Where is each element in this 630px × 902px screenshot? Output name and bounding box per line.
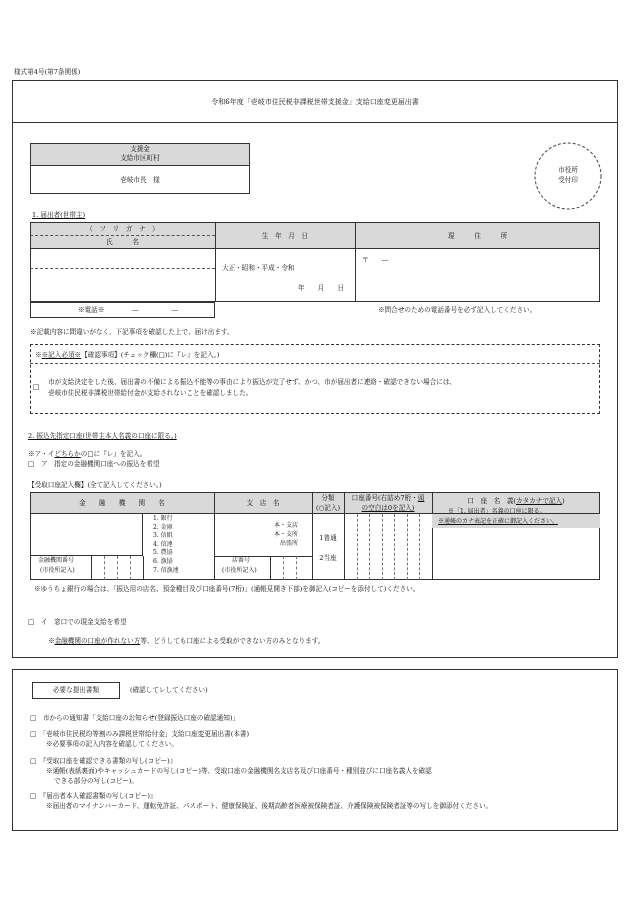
doc-item-2-note: ※必要事項の記入内容を確認してください。 — [46, 740, 178, 748]
option-i-checkbox[interactable]: □ イ 窓口での現金支給を希望 — [28, 618, 127, 626]
account-type-current[interactable]: 2当座 — [319, 554, 337, 562]
doc-item-2[interactable]: □ 「壱岐市住民税均等割のみ課税世帯給付金」支給口座変更届出書(本書) — [30, 730, 250, 738]
doc-item-4-note: ※届出者のマイナンバーカード、運転免許証、パスポート、健康保険証、後期高齢者医療被保険者証、介護保険被保険者証等の写しを御添付ください。 — [46, 802, 493, 810]
postal-code: 〒 ― — [362, 256, 389, 264]
bank-code-label: 金融機関番号 — [38, 557, 75, 564]
doc-item-1[interactable]: □ 市からの通知書「支給口座のお知らせ(登録振込口座の確認通知)」 — [30, 714, 239, 722]
holder-header: 口 座 名 義(カタカナで記入) — [467, 497, 565, 505]
form-title: 令和6年度「壱岐市住民税非課税世帯支援金」支給口座変更届出書 — [211, 98, 419, 106]
confirmation-header: ※※記入必須※【確認事項】(チェック欄(□)に『レ』を記入。) — [35, 351, 220, 359]
bank-type-list: 1. 銀行 2. 金庫 3. 信組 4. 信連 5. 農協 6. 漁協 7. 信漁連 — [153, 515, 179, 574]
confirm-note: ※記載内容に間違いがなく、下記事項を確認した上で、届け出ます。 — [30, 328, 234, 336]
branch-header: 支 店 名 — [246, 499, 280, 507]
address-label: 現 住 所 — [447, 232, 508, 240]
stamp-line1: 市役所 — [558, 166, 578, 174]
doc-item-3[interactable]: □ 『受取口座を確認できる書類の写し(コピー)』 — [30, 757, 177, 765]
bank-header: 金 融 機 関 名 — [79, 499, 165, 507]
phone-note: ※問合せのための電話番号を必ず記入してください。 — [378, 306, 537, 314]
birthdate-label: 生 年 月 日 — [261, 232, 309, 240]
branch-type-list: 本・支店 本・支所 出張所 — [274, 522, 299, 547]
confirmation-text-1: 市が支給決定をした後、届出書の不備による振込不能等の事由により振込が完了せず、かつ、市が届出者に連絡・確認できない場合には、 — [48, 378, 457, 386]
holder-note-1: ※「1. 届出者」名義の口座に限る。 — [448, 508, 546, 515]
confirmation-text-2: 壱岐市住民税非課税世帯給付金が支給されないことを確認しました。 — [48, 389, 253, 397]
doc-item-3-note: ※通帳(表紙裏面)やキャッシュカードの写し(コピー)等、受取口座の金融機関名支店名及び口座番号・種別並びに口座名義人を確認 — [46, 767, 432, 775]
section1-title: 1. 届出者(世帯主) — [32, 211, 86, 219]
account-number-header: 口座番号(右詰め7桁・頭 — [351, 494, 425, 502]
phone-dashes: ― ― — [132, 306, 179, 314]
bank-name-field[interactable] — [30, 514, 143, 556]
account-title: 【受取口座記入欄】(全て記入してください。) — [28, 481, 162, 489]
option-a-checkbox[interactable]: □ ア 指定の金融機関口座への振込を希望 — [28, 460, 160, 468]
option-i-note: ※金融機関の口座が作れない方等、どうしても口座による受取ができない方のみとなります。 — [48, 637, 325, 645]
recipient-name: 壱岐市長 様 — [120, 176, 160, 184]
holder-name-field[interactable] — [432, 528, 600, 580]
doc-item-4[interactable]: □ 『届出者本人確認書類の写し(コピー)』 — [30, 792, 157, 800]
section2-instruction: ※ア・イどちらかの□に『レ』を記入。 — [28, 450, 147, 458]
branch-code-label: 店番号 — [232, 557, 251, 564]
phone-row — [30, 302, 215, 318]
section2-title: 2. 振込先指定口座(世帯主本人名義の口座に限る。) — [28, 432, 177, 440]
type-header: 分類 — [321, 494, 335, 502]
docs-title: 必要な提出書類 — [52, 686, 100, 694]
furigana-label: （ フ リ ガ ナ ） — [86, 225, 159, 233]
stamp-line2: 受付印 — [558, 176, 578, 184]
account-number-field[interactable] — [344, 514, 432, 580]
account-type-ordinary[interactable]: 1普通 — [319, 534, 337, 542]
confirmation-checkbox[interactable]: □ — [33, 383, 40, 391]
era-options: 大正・昭和・平成・令和 — [222, 264, 295, 272]
docs-subtitle: (確認してレしてください) — [130, 686, 208, 694]
holder-note-2: ※通帳のカナ表記を正確に御記入ください。 — [438, 518, 559, 525]
form-number: 様式第4号(第7条関係) — [14, 68, 81, 76]
yucho-note: ※ゆうちょ銀行の場合は、「振込用の店名、預金種目及び口座番号(7桁)」(通帳見開き下部)を御記入(コピーを添付して)ください。 — [34, 585, 420, 593]
phone-label: ※電話※ — [78, 306, 105, 314]
name-label: 氏 名 — [106, 238, 139, 246]
doc-item-3-note-2: できる部分の写し(コピー)。 — [54, 777, 139, 785]
ymd-label: 年 月 日 — [298, 284, 345, 292]
